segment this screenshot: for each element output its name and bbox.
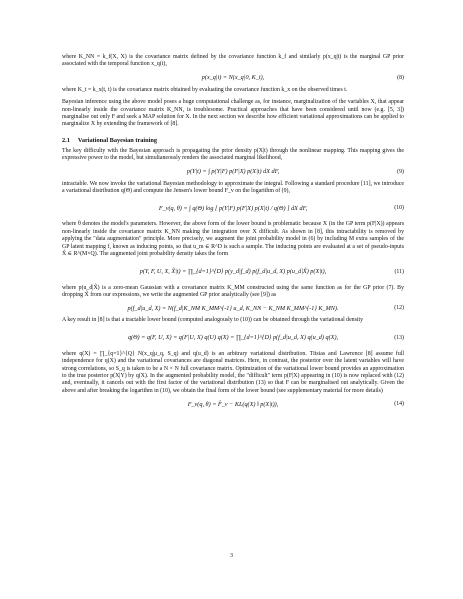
paragraph: A key result in [8] is that a tractable lower bound (computed analogously to (10)) can be obtained through the variational density bbox=[62, 317, 364, 324]
equation bbox=[62, 259, 404, 285]
equation-number: (11) bbox=[394, 268, 404, 275]
equation bbox=[62, 195, 404, 221]
equation bbox=[62, 395, 404, 413]
paragraph: where p(u_d|X̃) is a zero-mean Gaussian with a covariance matrix K_MM constructed using the same function as for the GP prior (7). By dropping X̃ from our expressions, we write the augmented GP prior analytically (see [9]) as bbox=[62, 284, 404, 298]
equation bbox=[62, 69, 404, 87]
section-number: 2.1 bbox=[62, 136, 70, 144]
paragraph: intractable. We now invoke the variational Bayesian methodology to approximate the integral. Following a standard procedure [11], we introduce a variational distribution q(Θ) and compute the Jensen's lower bound F_v on the logarithm of (9), bbox=[62, 180, 404, 195]
paragraph: where K_t = k_x(t, t) is the covariance matrix obtained by evaluating the covariance function k_x on the observed times t. bbox=[62, 86, 348, 93]
equation-number: (8) bbox=[397, 74, 404, 81]
page-body bbox=[62, 54, 404, 413]
equation-number: (14) bbox=[394, 401, 404, 408]
section-title: Variational Bayesian training bbox=[77, 136, 158, 144]
equation-number: (12) bbox=[394, 305, 404, 312]
section-heading bbox=[62, 137, 404, 145]
paragraph: where θ denotes the model's parameters. However, the above form of the lower bound is problematic because X (in the GP term p(F|X)) appears non-linearly inside the covariance matrix K_NN making the integration over X difficult. As shown in [8], this intractability is removed by applying the "data augmentation" principle. More precisely, we augment the joint probability model in (6) by including M extra samples of the GP latent mapping f, known as inducing points, so that u_m ∈ R^D is such a sample. The inducing points are evaluated at a set of pseudo-inputs X̃ ∈ R^(M×Q). The augmented joint probability density takes the form bbox=[62, 221, 404, 258]
equation-number: (10) bbox=[394, 205, 404, 212]
paragraph: Bayesian inference using the above model poses a huge computational challenge as, for instance, marginalization of the variables X, that appear non-linearly inside the covariance matrix K_NN, is troublesome. Practical approaches that have been considered until now (e.g. [5, 3]) marginalise out only F and seek a MAP solution for X. In the next section we describe how efficient variational approximations can be applied to marginalize X by extending the framework of [8]. bbox=[62, 99, 404, 128]
equation-expression: q(Θ) = q(F, U, X) = q(F|U, X) q(U) q(X) = ∏_{d=1}^{D} p(f_d|u_d, X) q(u_d) q(X), bbox=[127, 334, 339, 342]
paragraph: where q(X) = ∏_{q=1}^{Q} N(x_q|μ_q, S_q) and q(u_d) is an arbitrary variational distribution. Titsias and Lawrence [8] assume full independence for q(X) and the variational covariances are diagonal matrices. Here, in contrast, the posterior over the latent variables will have strong correlations, so S_q is taken to be a N × N full covariance matrix. Optimization of the variational lower bound provides an approximation to the true posterior p(X|Y) by q(X). In the augmented probability model, the "difficult" term p(F|X) appearing in (10) is now replaced with (12) and, eventually, it cancels out with the first factor of the variational distribution (13) so that F can be marginalised out analytically. Given the above and after breaking the logarithm in (10), we obtain the final form of the lower bound (see supplementary material for more details) bbox=[62, 350, 404, 394]
equation bbox=[62, 325, 404, 351]
paragraph: The key difficulty with the Bayesian approach is propagating the prior density p(X|t) through the nonlinear mapping. This mapping gives the expressive power to the model, but simultaneously renders the associated marginal likelihood, bbox=[62, 147, 404, 162]
equation-expression: p(Y, F, U, X, X̃|t) = ∏_{d=1}^{D} p(y_d|f_d) p(f_d|u_d, X) p(u_d|X̃) p(X|t), bbox=[139, 268, 327, 275]
equation-number: (9) bbox=[397, 168, 404, 175]
equation-expression: p(f_d|u_d, X) = N(f_d|K_NM K_MM^{-1} u_d, K_NN − K_NM K_MM^{-1} K_MN). bbox=[127, 304, 339, 312]
equation-expression: p(x_q|t) = N(x_q|0, K_t), bbox=[201, 74, 265, 82]
page-number: 3 bbox=[230, 553, 233, 559]
equation-expression: p(Y|t) = ∫ p(Y|F) p(F|X) p(X|t) dX dF, bbox=[186, 168, 280, 176]
equation bbox=[62, 299, 404, 317]
equation-expression: F_v(q, θ) = ∫ q(Θ) log [ p(Y|F) p(F|X) p(X|t) / q(Θ) ] dX dF, bbox=[158, 204, 308, 212]
equation-number: (13) bbox=[394, 334, 404, 341]
equation bbox=[62, 163, 404, 181]
paragraph: where K_NN = k_f(X, X) is the covariance matrix defined by the covariance function k_f and similarly p(x_q|t) is the marginal GP prior associated with the temporal function x_q(t), bbox=[62, 54, 404, 68]
equation-expression: F_v(q, θ) = F̂_v − KL(q(X) ‖ p(X|t)), bbox=[187, 400, 279, 408]
